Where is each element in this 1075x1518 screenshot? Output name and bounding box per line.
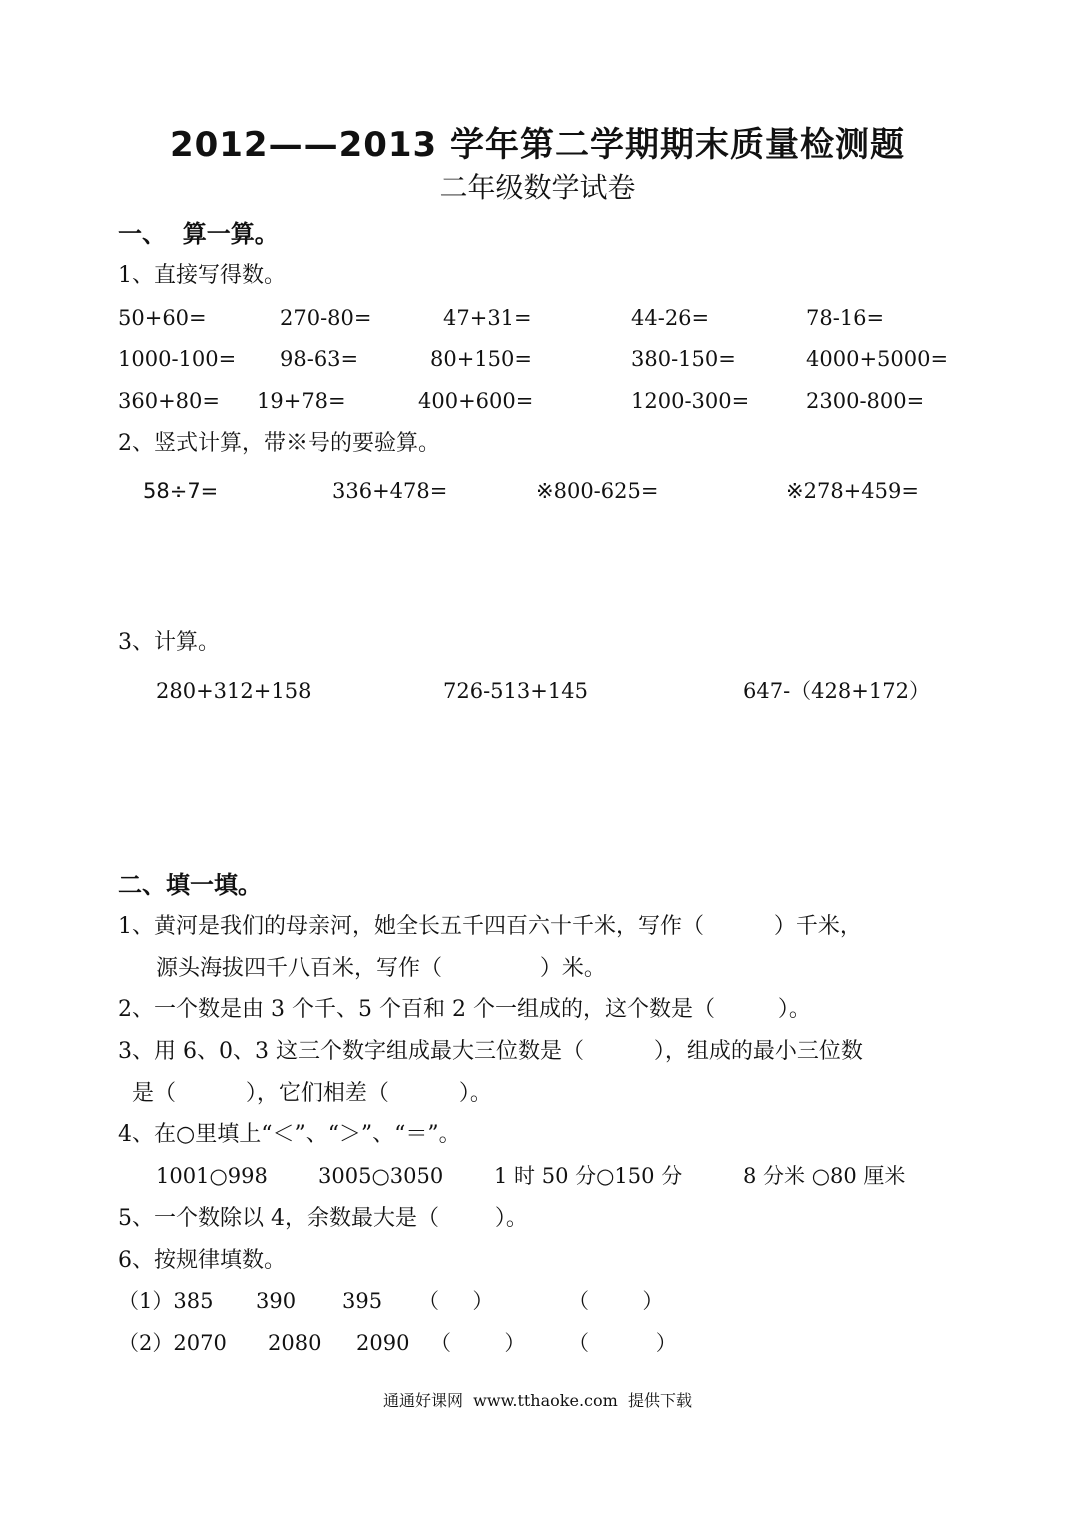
exam-subtitle: 二年级数学试卷 [439,171,636,204]
s2-q1-line2: 源头海拔四千八百米，写作（ ）米。 [156,956,606,981]
s2-q6-row2-blank2: （ ） [568,1331,677,1355]
s2-q6-row1-item1: （1）385 [118,1289,214,1313]
section-1-heading: 一、 算一算。 [118,220,279,248]
q1-row2-item3: 80+150= [430,347,532,371]
q1-row2-item1: 1000-100= [118,347,237,371]
exam-title: 2012——2013 学年第二学期期末质量检测题 [169,125,906,165]
q3-item1: 280+312+158 [156,679,312,703]
footer-source: 通通好课网 www.tthaoke.com 提供下载 [383,1391,692,1410]
q1-row3-item1: 360+80= [118,389,220,413]
q2-label: 2、竖式计算，带※号的要验算。 [118,431,440,456]
s2-q4-item1: 1001○998 [156,1164,268,1188]
s2-q1-line1: 1、黄河是我们的母亲河，她全长五千四百六十千米，写作（ ）千米， [118,914,862,939]
s2-q6-row2-item3: 2090 [356,1331,410,1355]
s2-q6-label: 6、按规律填数。 [118,1248,286,1273]
q1-row3-item4: 1200-300= [631,389,750,413]
s2-q4-item2: 3005○3050 [318,1164,444,1188]
q1-row1-item2: 270-80= [280,306,372,330]
q1-row1-item5: 78-16= [806,306,885,330]
s2-q6-row2-item2: 2080 [268,1331,322,1355]
s2-q2: 2、一个数是由 3 个千、5 个百和 2 个一组成的，这个数是（ ）。 [118,997,811,1022]
s2-q6-row1-item3: 395 [342,1289,383,1313]
q2-item1: 58÷7= [143,479,219,503]
s2-q6-row1-item2: 390 [256,1289,297,1313]
q1-row2-item4: 380-150= [631,347,736,371]
s2-q6-row1-blank1: （ ） [418,1289,494,1313]
q3-item2: 726-513+145 [443,679,588,703]
s2-q4-label: 4、在○里填上“＜”、“＞”、“＝”。 [118,1122,461,1147]
q2-item3: ※800-625= [536,479,659,503]
q1-row1-item1: 50+60= [118,306,207,330]
s2-q3-line2: 是（ ），它们相差（ ）。 [132,1081,492,1106]
s2-q3-line1: 3、用 6、0、3 这三个数字组成最大三位数是（ ），组成的最小三位数 [118,1039,863,1064]
q1-label: 1、直接写得数。 [118,263,286,288]
q1-row1-item3: 47+31= [443,306,532,330]
q1-row3-item3: 400+600= [418,389,534,413]
q1-row3-item2: 19+78= [257,389,346,413]
s2-q6-row1-blank2: （ ） [568,1289,664,1313]
section-2-heading: 二、填一填。 [118,871,262,899]
q2-item2: 336+478= [332,479,448,503]
s2-q4-item4: 8 分米 ○80 厘米 [743,1164,906,1188]
q3-item3: 647-（428+172） [743,679,930,703]
q3-label: 3、计算。 [118,630,220,655]
q1-row1-item4: 44-26= [631,306,710,330]
q1-row3-item5: 2300-800= [806,389,925,413]
q2-item4: ※278+459= [786,479,919,503]
s2-q4-item3: 1 时 50 分○150 分 [494,1164,683,1188]
s2-q6-row2-blank1: （ ） [430,1331,526,1355]
q1-row2-item2: 98-63= [280,347,359,371]
s2-q5: 5、一个数除以 4，余数最大是（ ）。 [118,1206,528,1231]
s2-q6-row2-item1: （2）2070 [118,1331,227,1355]
q1-row2-item5: 4000+5000= [806,347,949,371]
